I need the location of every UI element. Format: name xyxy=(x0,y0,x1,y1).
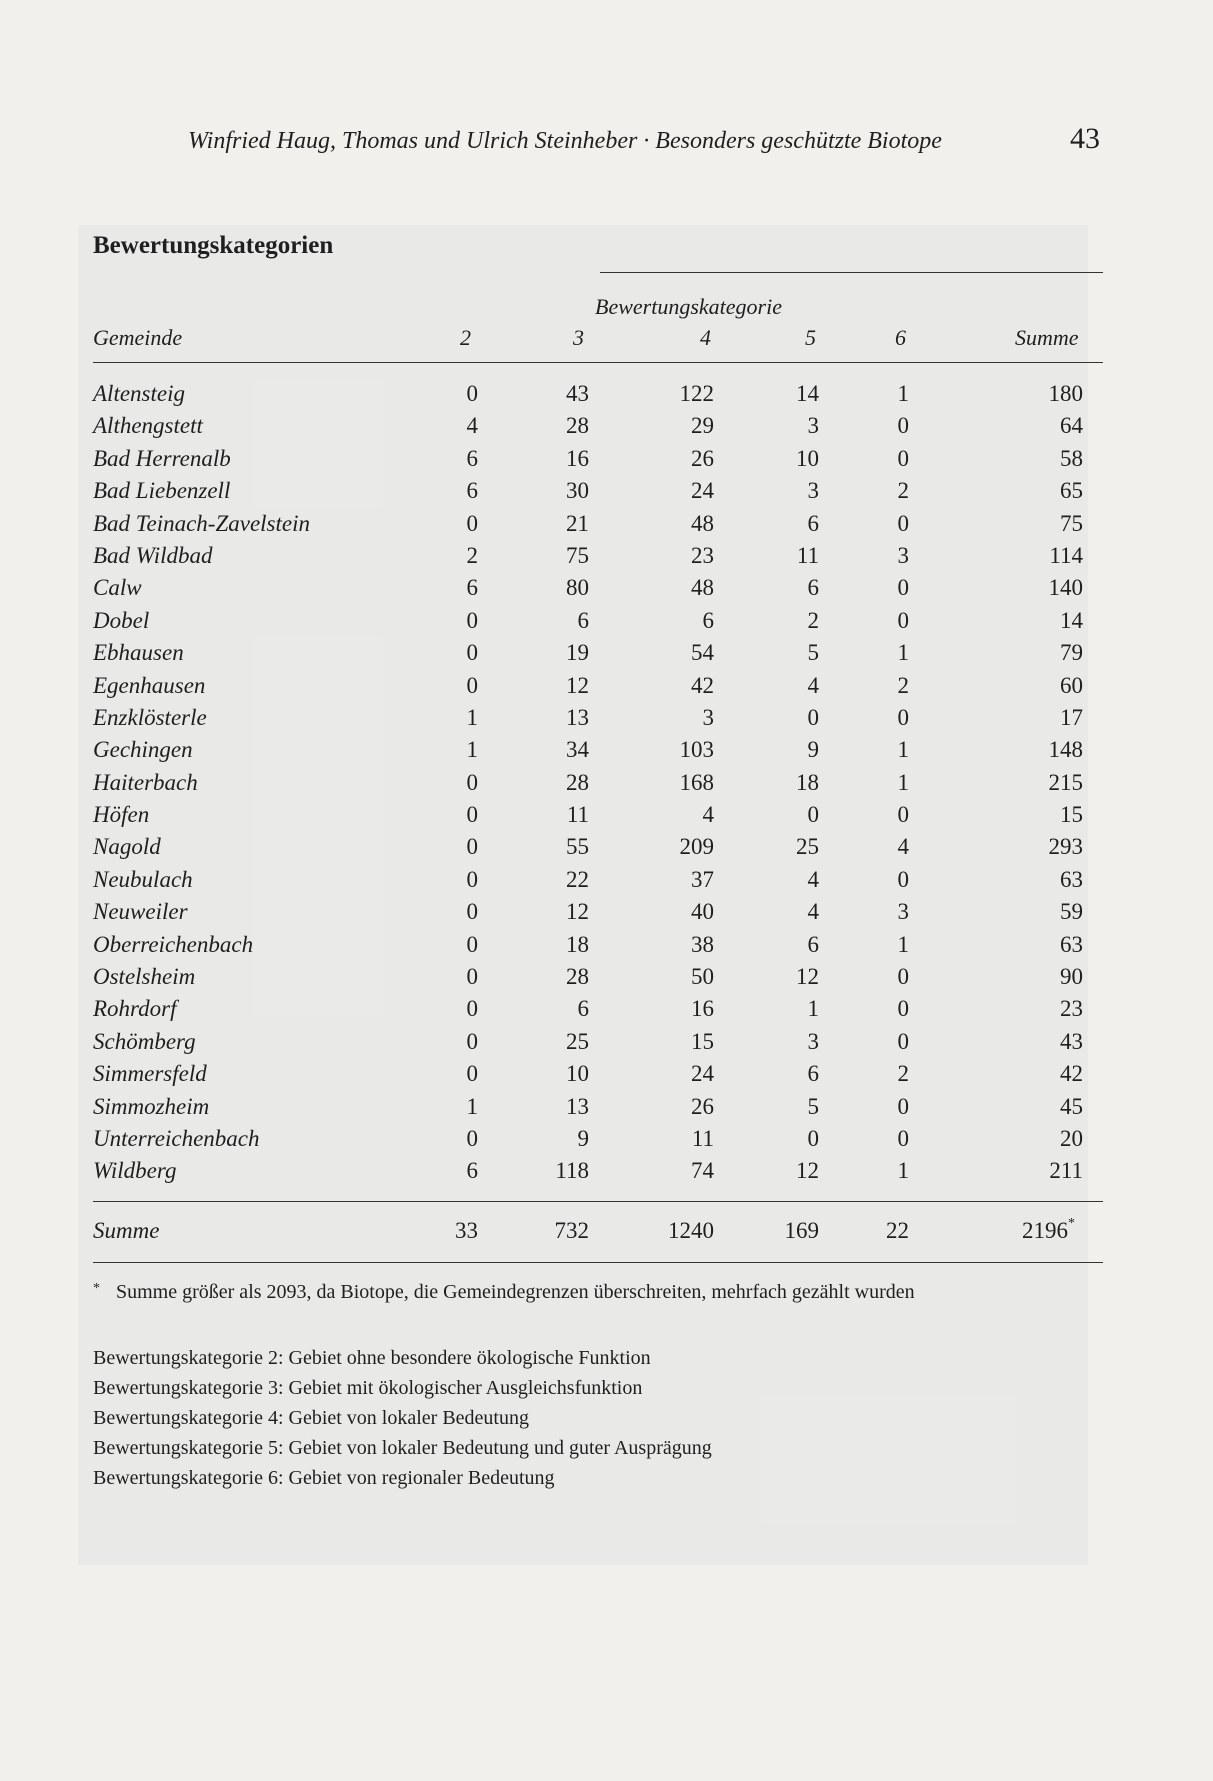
category-count-cell: 23 xyxy=(691,542,714,568)
category-count-cell: 10 xyxy=(566,1061,589,1087)
column-header-5: 5 xyxy=(805,325,816,350)
category-count-cell: 0 xyxy=(897,704,909,730)
sum-cell: 22 xyxy=(886,1218,909,1243)
category-count-cell: 29 xyxy=(691,413,714,439)
category-count-cell: 9 xyxy=(807,737,819,763)
gemeinde-name: Rohrdorf xyxy=(93,996,177,1022)
category-count-cell: 0 xyxy=(466,899,478,925)
category-count-cell: 0 xyxy=(897,510,909,536)
row-total-cell: 60 xyxy=(1060,672,1083,698)
category-count-cell: 11 xyxy=(566,802,589,828)
table-row xyxy=(0,1061,1213,1093)
category-count-cell: 28 xyxy=(566,413,589,439)
row-total-cell: 114 xyxy=(1049,542,1083,568)
table-body xyxy=(0,381,1213,1191)
category-count-cell: 6 xyxy=(577,607,589,633)
category-count-cell: 3 xyxy=(807,478,819,504)
category-count-cell: 6 xyxy=(466,575,478,601)
table-row xyxy=(0,608,1213,640)
footnote-text: Summe größer als 2093, da Biotope, die Gemeindegrenzen überschreiten, mehrfach gezählt wurden xyxy=(116,1281,915,1303)
category-count-cell: 6 xyxy=(577,996,589,1022)
gemeinde-name: Simmozheim xyxy=(93,1093,210,1119)
legend-item: Bewertungskategorie 6: Gebiet von regionaler Bedeutung xyxy=(93,1467,555,1489)
table-row xyxy=(0,413,1213,445)
category-count-cell: 6 xyxy=(807,510,819,536)
category-count-cell: 43 xyxy=(566,381,589,406)
category-count-cell: 2 xyxy=(807,607,819,633)
row-total-cell: 23 xyxy=(1060,996,1083,1022)
category-count-cell: 122 xyxy=(679,381,714,406)
category-count-cell: 28 xyxy=(566,769,589,795)
category-count-cell: 6 xyxy=(466,445,478,471)
group-header: Bewertungskategorie xyxy=(595,294,782,319)
category-count-cell: 0 xyxy=(466,672,478,698)
row-total-cell: 140 xyxy=(1048,575,1083,601)
category-count-cell: 25 xyxy=(566,1028,589,1054)
category-count-cell: 28 xyxy=(566,964,589,990)
sum-cell: 169 xyxy=(784,1218,819,1243)
legend xyxy=(93,1343,712,1493)
row-total-cell: 215 xyxy=(1048,769,1083,795)
category-count-cell: 11 xyxy=(796,542,819,568)
column-header-6: 6 xyxy=(895,325,906,350)
category-count-cell: 6 xyxy=(466,1158,478,1184)
category-count-cell: 13 xyxy=(566,1093,589,1119)
category-count-cell: 2 xyxy=(897,1061,909,1087)
gemeinde-name: Schömberg xyxy=(93,1028,196,1054)
category-count-cell: 40 xyxy=(691,899,714,925)
category-count-cell: 16 xyxy=(566,445,589,471)
table-row xyxy=(0,1158,1213,1190)
category-count-cell: 4 xyxy=(807,866,819,892)
category-count-cell: 0 xyxy=(466,964,478,990)
category-count-cell: 12 xyxy=(566,672,589,698)
category-count-cell: 14 xyxy=(796,381,819,406)
row-total-cell: 42 xyxy=(1060,1061,1083,1087)
category-count-cell: 25 xyxy=(796,834,819,860)
category-count-cell: 26 xyxy=(691,445,714,471)
category-count-cell: 118 xyxy=(555,1158,589,1184)
table-row xyxy=(0,932,1213,964)
table-row xyxy=(0,802,1213,834)
gemeinde-name: Simmersfeld xyxy=(93,1061,207,1087)
category-count-cell: 9 xyxy=(577,1125,589,1151)
category-count-cell: 18 xyxy=(796,769,819,795)
gemeinde-name: Höfen xyxy=(93,802,150,828)
row-total-cell: 79 xyxy=(1060,640,1083,666)
category-count-cell: 0 xyxy=(897,607,909,633)
category-count-cell: 0 xyxy=(466,866,478,892)
row-total-cell: 63 xyxy=(1060,866,1083,892)
gemeinde-name: Neubulach xyxy=(93,866,193,892)
category-count-cell: 21 xyxy=(566,510,589,536)
gemeinde-name: Bad Wildbad xyxy=(93,542,213,568)
column-header-gemeinde: Gemeinde xyxy=(93,325,183,350)
category-count-cell: 3 xyxy=(702,704,714,730)
category-count-cell: 0 xyxy=(897,964,909,990)
running-header xyxy=(188,122,1100,155)
category-count-cell: 16 xyxy=(691,996,714,1022)
table-row xyxy=(0,705,1213,737)
category-count-cell: 0 xyxy=(807,802,819,828)
category-count-cell: 0 xyxy=(897,413,909,439)
row-total-cell: 63 xyxy=(1060,931,1083,957)
category-count-cell: 4 xyxy=(897,834,909,860)
category-count-cell: 4 xyxy=(807,899,819,925)
category-count-cell: 0 xyxy=(466,996,478,1022)
category-count-cell: 3 xyxy=(807,1028,819,1054)
category-count-cell: 1 xyxy=(897,769,909,795)
category-count-cell: 0 xyxy=(466,1061,478,1087)
table-row xyxy=(0,964,1213,996)
category-count-cell: 0 xyxy=(466,381,478,406)
category-count-cell: 0 xyxy=(466,802,478,828)
category-count-cell: 0 xyxy=(897,996,909,1022)
category-count-cell: 0 xyxy=(466,510,478,536)
category-count-cell: 103 xyxy=(679,737,714,763)
row-total-cell: 75 xyxy=(1060,510,1083,536)
category-count-cell: 74 xyxy=(691,1158,714,1184)
category-count-cell: 0 xyxy=(897,1125,909,1151)
table-row xyxy=(0,834,1213,866)
gemeinde-name: Bad Teinach-Zavelstein xyxy=(93,510,310,536)
category-count-cell: 0 xyxy=(466,1028,478,1054)
category-count-cell: 0 xyxy=(807,1125,819,1151)
gemeinde-name: Neuweiler xyxy=(93,899,188,925)
row-total-cell: 148 xyxy=(1048,737,1083,763)
category-count-cell: 26 xyxy=(691,1093,714,1119)
category-count-cell: 19 xyxy=(566,640,589,666)
category-count-cell: 37 xyxy=(691,866,714,892)
sum-cell: 1240 xyxy=(668,1218,714,1243)
gemeinde-name: Bad Herrenalb xyxy=(93,445,231,471)
category-count-cell: 3 xyxy=(807,413,819,439)
category-count-cell: 48 xyxy=(691,510,714,536)
category-count-cell: 209 xyxy=(679,834,714,860)
category-count-cell: 1 xyxy=(466,1093,478,1119)
category-count-cell: 48 xyxy=(691,575,714,601)
category-count-cell: 0 xyxy=(897,802,909,828)
category-count-cell: 5 xyxy=(807,640,819,666)
table-row xyxy=(0,381,1213,413)
category-count-cell: 55 xyxy=(566,834,589,860)
column-header-summe: Summe xyxy=(1015,325,1079,350)
row-total-cell: 59 xyxy=(1060,899,1083,925)
category-count-cell: 24 xyxy=(691,1061,714,1087)
table-row xyxy=(0,543,1213,575)
category-count-cell: 3 xyxy=(897,542,909,568)
category-count-cell: 1 xyxy=(897,381,909,406)
column-header-2: 2 xyxy=(460,325,471,350)
table-sum-row xyxy=(0,1218,1213,1250)
category-count-cell: 24 xyxy=(691,478,714,504)
category-count-cell: 3 xyxy=(897,899,909,925)
table-row xyxy=(0,478,1213,510)
category-count-cell: 22 xyxy=(566,866,589,892)
category-count-cell: 38 xyxy=(691,931,714,957)
footnote-mark: * xyxy=(93,1281,100,1296)
category-count-cell: 0 xyxy=(466,607,478,633)
category-count-cell: 12 xyxy=(796,1158,819,1184)
category-count-cell: 1 xyxy=(897,1158,909,1184)
legend-item: Bewertungskategorie 4: Gebiet von lokaler Bedeutung xyxy=(93,1407,529,1429)
category-count-cell: 42 xyxy=(691,672,714,698)
category-count-cell: 0 xyxy=(466,931,478,957)
category-count-cell: 2 xyxy=(897,672,909,698)
category-count-cell: 1 xyxy=(466,737,478,763)
sum-cell: 33 xyxy=(455,1218,478,1243)
row-total-cell: 180 xyxy=(1048,381,1083,406)
gemeinde-name: Altensteig xyxy=(93,381,185,406)
gemeinde-name: Ebhausen xyxy=(93,640,184,666)
category-count-cell: 54 xyxy=(691,640,714,666)
category-count-cell: 1 xyxy=(897,737,909,763)
row-total-cell: 45 xyxy=(1060,1093,1083,1119)
category-count-cell: 12 xyxy=(796,964,819,990)
gemeinde-name: Ostelsheim xyxy=(93,964,196,990)
category-count-cell: 0 xyxy=(897,1093,909,1119)
row-total-cell: 211 xyxy=(1049,1158,1083,1184)
category-count-cell: 6 xyxy=(807,1061,819,1087)
gemeinde-name: Nagold xyxy=(93,834,161,860)
row-total-cell: 65 xyxy=(1060,478,1083,504)
table-row xyxy=(0,867,1213,899)
sum-total-value: 2196 xyxy=(1022,1218,1068,1243)
category-count-cell: 0 xyxy=(897,575,909,601)
legend-item: Bewertungskategorie 2: Gebiet ohne besondere ökologische Funktion xyxy=(93,1347,651,1369)
category-count-cell: 80 xyxy=(566,575,589,601)
category-count-cell: 0 xyxy=(466,769,478,795)
sum-footnote-mark: * xyxy=(1068,1216,1075,1231)
category-count-cell: 5 xyxy=(807,1093,819,1119)
gemeinde-name: Wildberg xyxy=(93,1158,177,1184)
table-row xyxy=(0,737,1213,769)
category-count-cell: 6 xyxy=(466,478,478,504)
table-title: Bewertungskategorien xyxy=(93,232,334,259)
category-count-cell: 2 xyxy=(466,542,478,568)
column-header-3: 3 xyxy=(573,325,584,350)
gemeinde-name: Calw xyxy=(93,575,142,601)
gemeinde-name: Gechingen xyxy=(93,737,193,763)
table-row xyxy=(0,1094,1213,1126)
row-total-cell: 293 xyxy=(1048,834,1083,860)
category-count-cell: 30 xyxy=(566,478,589,504)
table-row xyxy=(0,446,1213,478)
category-count-cell: 50 xyxy=(691,964,714,990)
gemeinde-name: Haiterbach xyxy=(93,769,198,795)
table-row xyxy=(0,996,1213,1028)
column-header-4: 4 xyxy=(700,325,711,350)
category-count-cell: 4 xyxy=(702,802,714,828)
sum-total-cell xyxy=(995,1218,1075,1244)
table-row xyxy=(0,899,1213,931)
page-number: 43 xyxy=(1070,122,1100,155)
gemeinde-name: Enzklösterle xyxy=(93,704,207,730)
category-count-cell: 1 xyxy=(897,931,909,957)
table-bottom-rule xyxy=(93,1262,1103,1263)
gemeinde-name: Althengstett xyxy=(93,413,203,439)
legend-item: Bewertungskategorie 5: Gebiet von lokaler Bedeutung und guter Ausprägung xyxy=(93,1437,712,1459)
table-row xyxy=(0,640,1213,672)
sum-label: Summe xyxy=(93,1218,160,1243)
category-count-cell: 0 xyxy=(897,1028,909,1054)
category-count-cell: 0 xyxy=(466,1125,478,1151)
category-count-cell: 0 xyxy=(466,640,478,666)
category-count-cell: 0 xyxy=(466,834,478,860)
category-count-cell: 6 xyxy=(807,575,819,601)
table-row xyxy=(0,1029,1213,1061)
table-row xyxy=(0,575,1213,607)
category-count-cell: 13 xyxy=(566,704,589,730)
category-count-cell: 168 xyxy=(679,769,714,795)
category-count-cell: 0 xyxy=(897,445,909,471)
category-count-cell: 0 xyxy=(807,704,819,730)
gemeinde-name: Bad Liebenzell xyxy=(93,478,231,504)
gemeinde-name: Unterreichenbach xyxy=(93,1125,260,1151)
row-total-cell: 17 xyxy=(1060,704,1083,730)
running-title: Winfried Haug, Thomas und Ulrich Steinheber · Besonders geschützte Biotope xyxy=(188,128,942,154)
category-count-cell: 1 xyxy=(897,640,909,666)
row-total-cell: 15 xyxy=(1060,802,1083,828)
footnote xyxy=(93,1278,1103,1307)
table-sum-rule xyxy=(93,1201,1103,1202)
category-count-cell: 34 xyxy=(566,737,589,763)
row-total-cell: 58 xyxy=(1060,445,1083,471)
category-count-cell: 18 xyxy=(566,931,589,957)
category-count-cell: 1 xyxy=(466,704,478,730)
category-count-cell: 12 xyxy=(566,899,589,925)
table-row xyxy=(0,1126,1213,1158)
legend-item: Bewertungskategorie 3: Gebiet mit ökologischer Ausgleichsfunktion xyxy=(93,1377,643,1399)
table-row xyxy=(0,673,1213,705)
category-count-cell: 4 xyxy=(807,672,819,698)
table-top-rule xyxy=(600,272,1103,273)
category-count-cell: 15 xyxy=(691,1028,714,1054)
category-count-cell: 1 xyxy=(807,996,819,1022)
category-count-cell: 4 xyxy=(466,413,478,439)
row-total-cell: 90 xyxy=(1060,964,1083,990)
category-count-cell: 10 xyxy=(796,445,819,471)
table-header-rule xyxy=(93,362,1103,363)
sum-cell: 732 xyxy=(554,1218,589,1243)
row-total-cell: 43 xyxy=(1060,1028,1083,1054)
category-count-cell: 6 xyxy=(807,931,819,957)
gemeinde-name: Oberreichenbach xyxy=(93,931,254,957)
row-total-cell: 20 xyxy=(1060,1125,1083,1151)
category-count-cell: 75 xyxy=(566,542,589,568)
table-row xyxy=(0,770,1213,802)
category-count-cell: 0 xyxy=(897,866,909,892)
category-count-cell: 2 xyxy=(897,478,909,504)
gemeinde-name: Egenhausen xyxy=(93,672,206,698)
gemeinde-name: Dobel xyxy=(93,607,150,633)
row-total-cell: 14 xyxy=(1060,607,1083,633)
category-count-cell: 11 xyxy=(691,1125,714,1151)
table-row xyxy=(0,511,1213,543)
category-count-cell: 6 xyxy=(702,607,714,633)
row-total-cell: 64 xyxy=(1060,413,1083,439)
